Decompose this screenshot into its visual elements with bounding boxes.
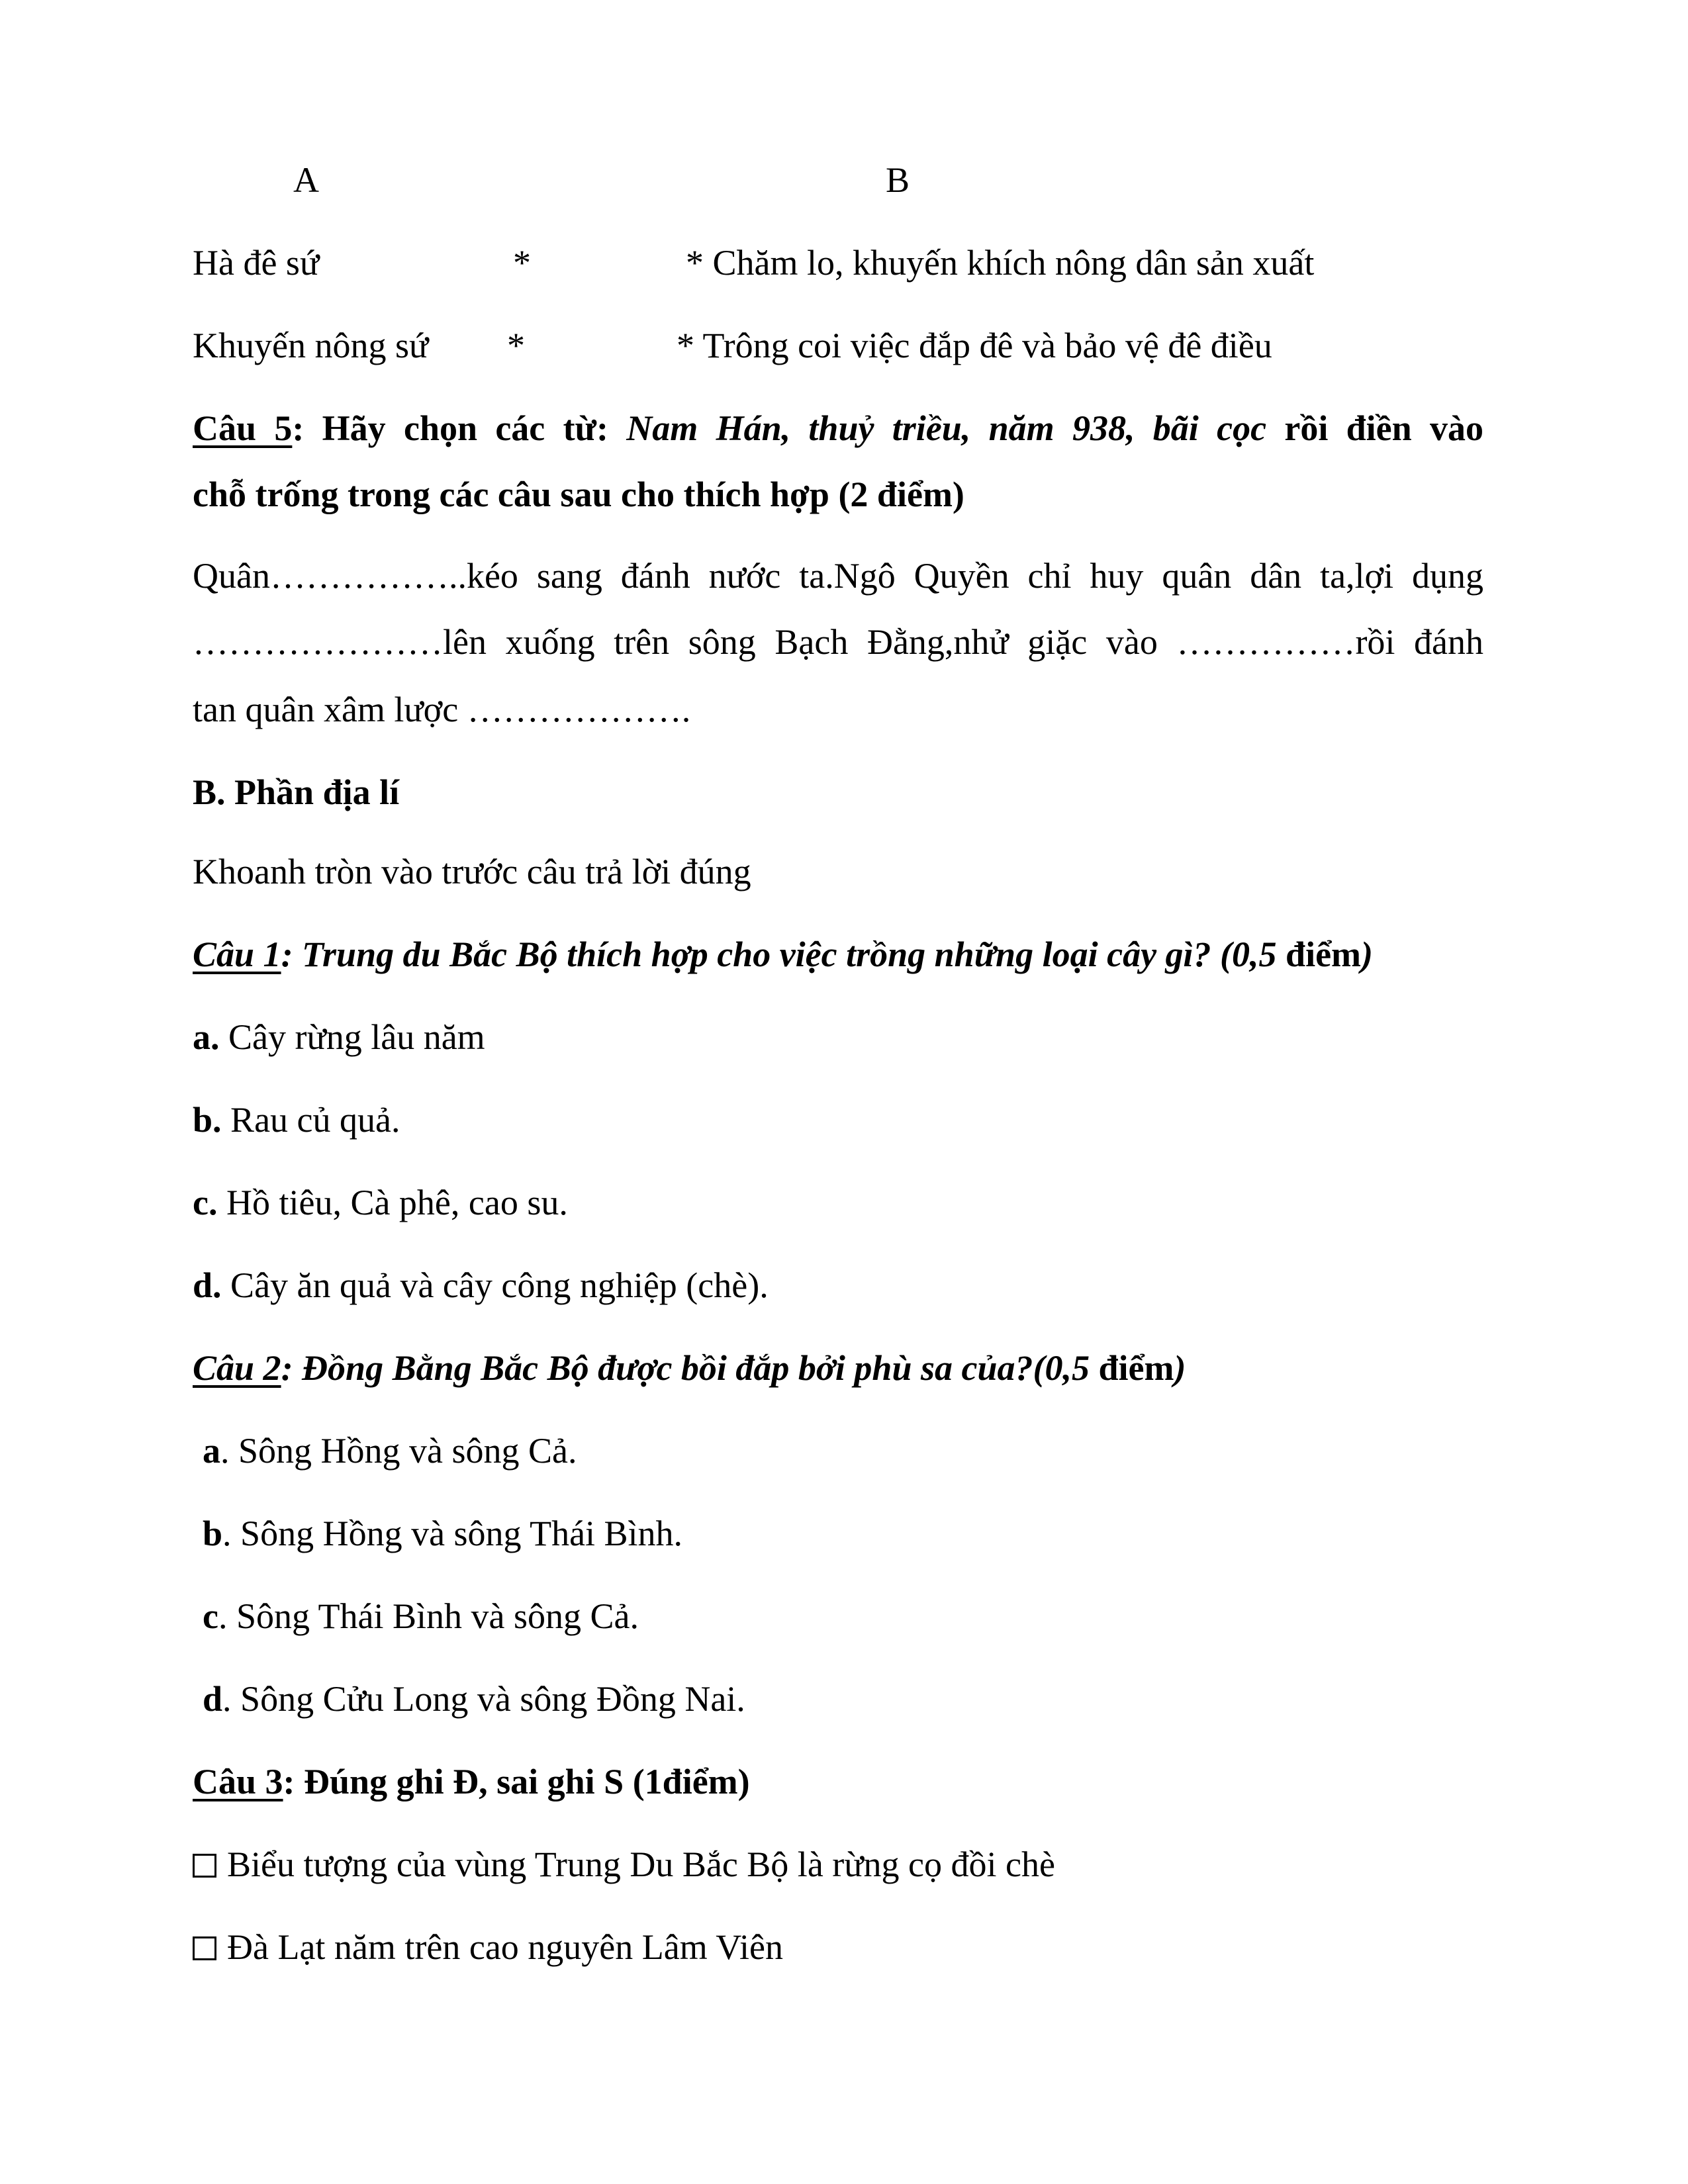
q5-fill-line3: tan quân xâm lược ……………….	[193, 690, 691, 729]
q1-label: Câu 1	[193, 934, 281, 974]
q5-label: Câu 5	[193, 408, 293, 448]
q1-option-d[interactable]: d. Cây ăn quả và cây công nghiệp (chè).	[193, 1265, 769, 1305]
q2-option-b[interactable]: b. Sông Hồng và sông Thái Bình.	[203, 1514, 683, 1553]
q3-question: Câu 3: Đúng ghi Đ, sai ghi S (1điểm)	[193, 1762, 750, 1801]
q3-label: Câu 3	[193, 1762, 283, 1801]
q1-option-b[interactable]: b. Rau củ quả.	[193, 1100, 400, 1140]
matching-right-2: * Trông coi việc đắp đê và bảo vệ đê điều	[677, 326, 1272, 365]
q2-question: Câu 2: Đồng Bằng Bắc Bộ được bồi đắp bởi phù sa của?(0,5 điểm)	[193, 1348, 1186, 1388]
q5-words: Nam Hán, thuỷ triều, năm 938, bãi cọc	[626, 408, 1267, 448]
q2-option-c[interactable]: c. Sông Thái Bình và sông Cả.	[203, 1596, 639, 1636]
geo-instruction: Khoanh tròn vào trước câu trả lời đúng	[193, 852, 751, 891]
matching-left-2: Khuyến nông sứ	[193, 326, 429, 365]
column-b-header: B	[886, 160, 910, 200]
q1-option-c[interactable]: c. Hồ tiêu, Cà phê, cao su.	[193, 1183, 568, 1222]
q5-fill-line2: …………………lên xuống trên sông Bạch Đằng,nhử giặc vào ……………rồi đánh	[193, 622, 1484, 662]
q5-fill-line1: Quân……………..kéo sang đánh nước ta.Ngô Quyền chỉ huy quân dân ta,lợi dụng	[193, 556, 1483, 596]
matching-right-1: * Chăm lo, khuyến khích nông dân sản xuất	[686, 243, 1315, 283]
checkbox-1[interactable]	[193, 1854, 216, 1878]
matching-left-1: Hà đê sứ	[193, 243, 320, 283]
q3-item-2: Đà Lạt năm trên cao nguyên Lâm Viên	[193, 1929, 783, 1965]
matching-star-left-2: *	[507, 326, 525, 365]
q1-question: Câu 1: Trung du Bắc Bộ thích hợp cho việc trồng những loại cây gì? (0,5 điểm)	[193, 934, 1374, 974]
q2-option-d[interactable]: d. Sông Cửu Long và sông Đồng Nai.	[203, 1679, 745, 1719]
q1-option-a[interactable]: a. Cây rừng lâu năm	[193, 1017, 485, 1057]
checkbox-2[interactable]	[193, 1936, 216, 1960]
matching-star-left-1: *	[513, 243, 531, 283]
q2-option-a[interactable]: a. Sông Hồng và sông Cả.	[203, 1431, 577, 1471]
geo-heading: B. Phần địa lí	[193, 772, 400, 812]
column-a-header: A	[293, 160, 319, 200]
q2-label: Câu 2	[193, 1348, 281, 1388]
q5-heading-line2: chỗ trống trong các câu sau cho thích hợp (2 điểm)	[193, 475, 964, 514]
q5-heading-line1: Câu 5: Hãy chọn các từ: Nam Hán, thuỷ triều, năm 938, bãi cọc rồi điền vào	[193, 408, 1483, 448]
q3-item-1: Biểu tượng của vùng Trung Du Bắc Bộ là rừng cọ đồi chè	[193, 1846, 1055, 1882]
